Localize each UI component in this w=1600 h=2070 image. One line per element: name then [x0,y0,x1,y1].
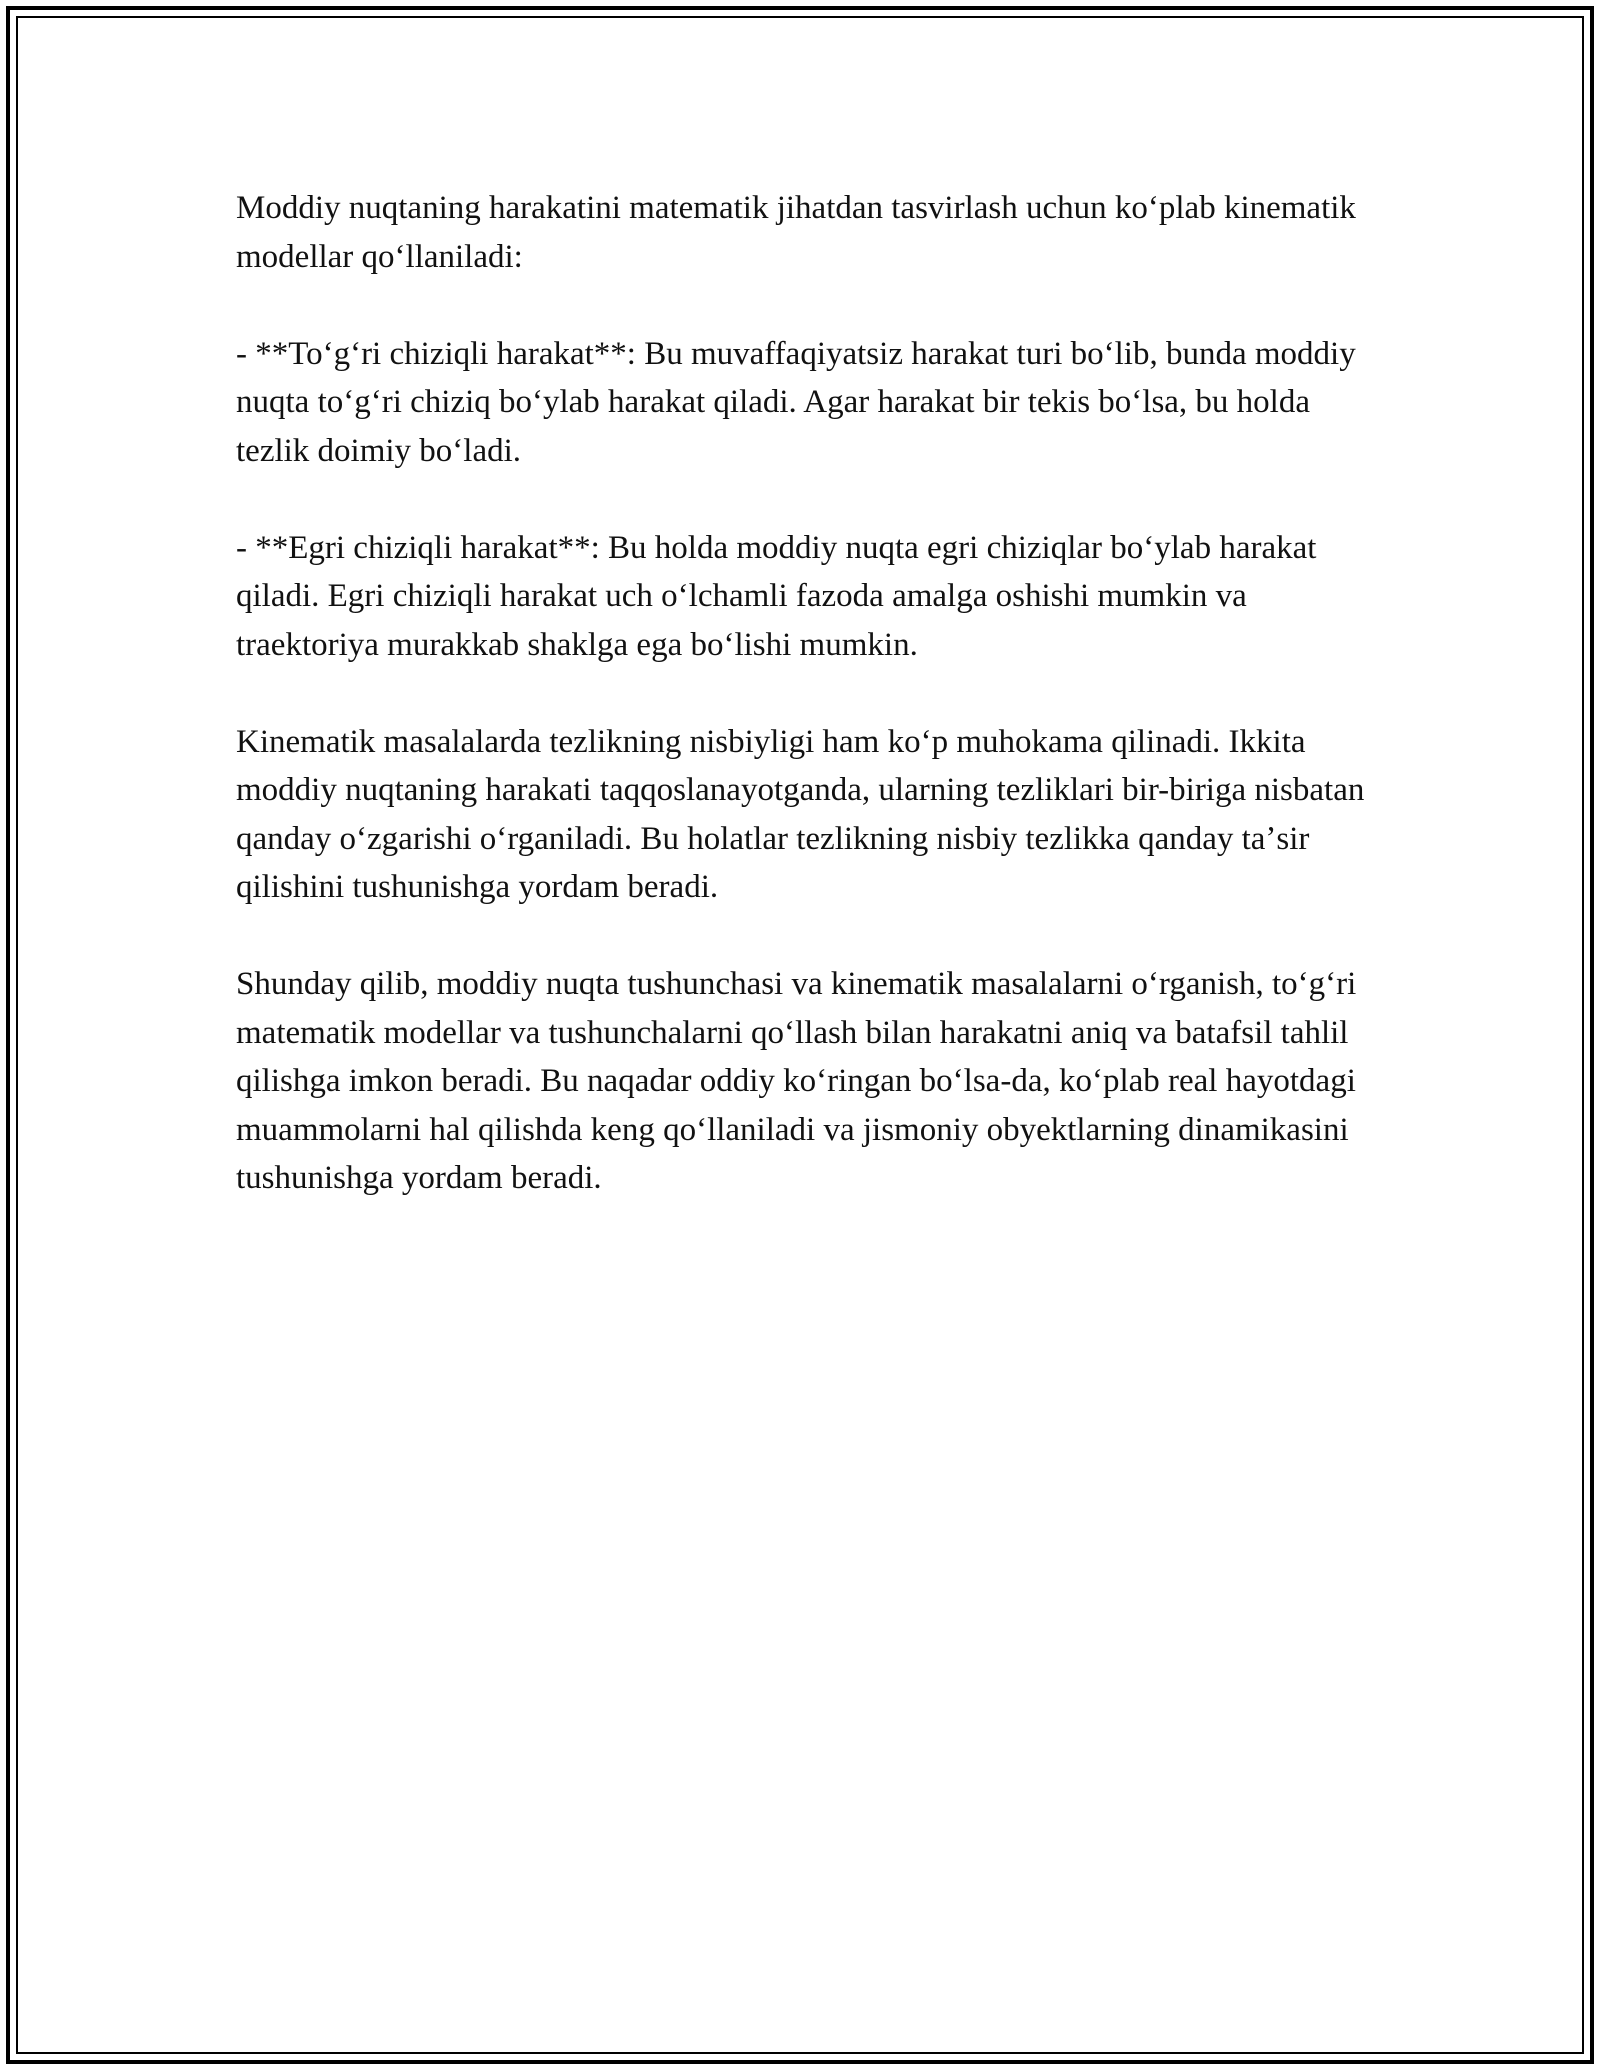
paragraph-straight-motion: - **Toʻgʻri chiziqli harakat**: Bu muvaffaqiyatsiz harakat turi boʻlib, bunda moddiy nuqta toʻgʻri chiziq boʻylab harakat qiladi. Agar harakat bir tekis boʻlsa, bu holda tezlik doimiy boʻladi. [236,335,1356,469]
paragraph-relative-velocity: Kinematik masalalarda tezlikning nisbiyligi ham koʻp muhokama qilinadi. Ikkita moddiy nuqtaning harakati taqqoslanayotganda, ularning tezliklari bir-biriga nisbatan qanday oʻzgarishi oʻrganiladi. Bu holatlar tezlikning nisbiy tezlikka qanday taʼsir qilishini tushunishga yordam beradi. [236,723,1365,905]
paragraph-intro: Moddiy nuqtaning harakatini matematik jihatdan tasvirlash uchun koʻplab kinematik modellar qoʻllaniladi: [236,190,1356,275]
paragraph-conclusion: Shunday qilib, moddiy nuqta tushunchasi va kinematik masalalarni oʻrganish, toʻgʻri matematik modellar va tushunchalarni qoʻllash bilan harakatni aniq va batafsil tahlil qilishga imkon beradi. Bu naqadar oddiy koʻringan boʻlsa-da, koʻplab real hayotdagi muammolarni hal qilishda keng qoʻllaniladi va jismoniy obyektlarning dinamikasini tushunishga yordam beradi. [236,966,1357,1196]
document-body [236,184,1366,1203]
paragraph-curved-motion: - **Egri chiziqli harakat**: Bu holda moddiy nuqta egri chiziqlar boʻylab harakat qiladi. Egri chiziqli harakat uch oʻlchamli fazoda amalga oshishi mumkin va traektoriya murakkab shaklga ega boʻlishi mumkin. [236,529,1317,663]
